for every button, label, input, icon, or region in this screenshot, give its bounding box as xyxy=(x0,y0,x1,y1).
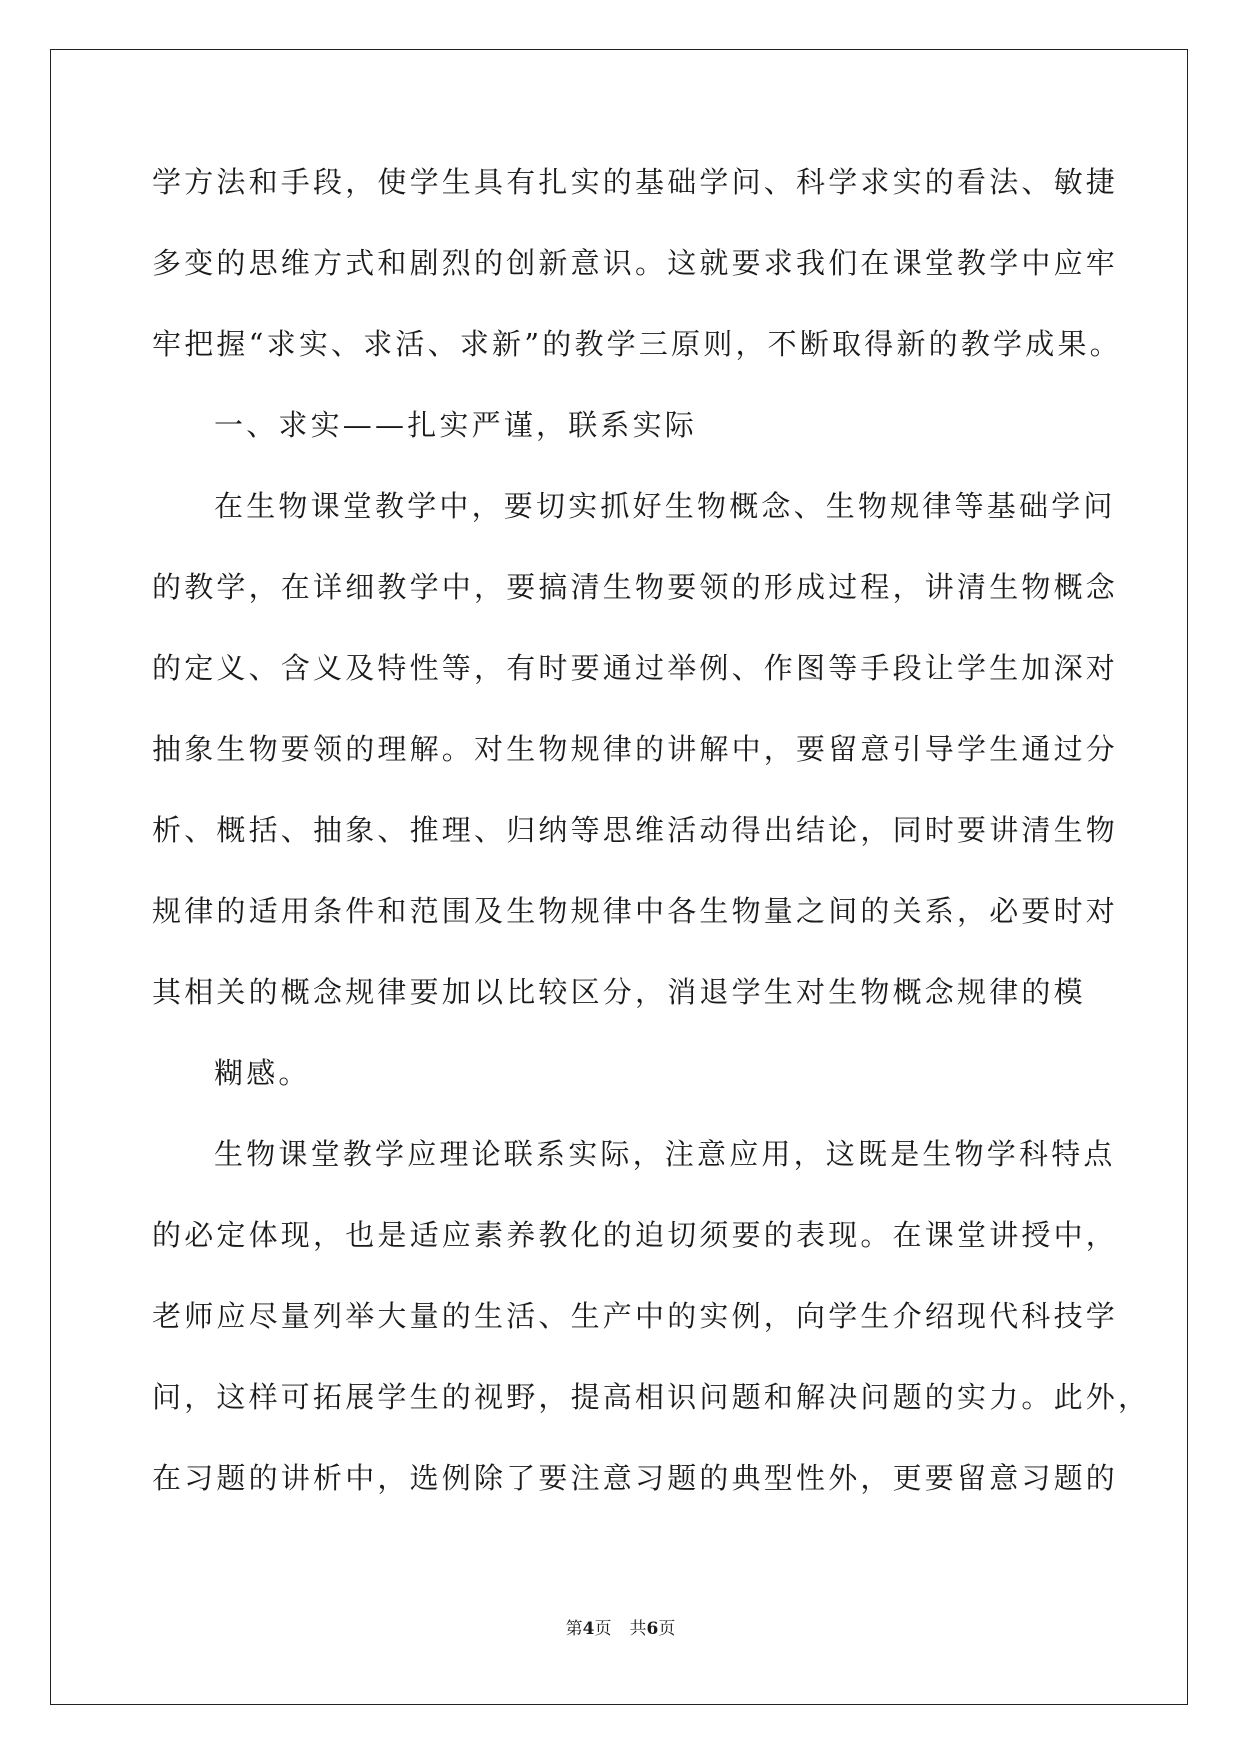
section-heading: 一、求实——扎实严谨，联系实际 xyxy=(214,408,698,442)
page-border xyxy=(50,49,1188,1705)
text-line: 老师应尽量列举大量的生活、生产中的实例，向学生介绍现代科技学 xyxy=(152,1299,1119,1333)
text-line: 学方法和手段，使学生具有扎实的基础学问、科学求实的看法、敏捷 xyxy=(152,165,1119,199)
page-total: 共6页 xyxy=(629,1619,676,1639)
text-line: 牢把握“求实、求活、求新”的教学三原则，不断取得新的教学成果。 xyxy=(152,327,1122,361)
text-line: 糊感。 xyxy=(214,1056,311,1090)
text-line: 的必定体现，也是适应素养教化的迫切须要的表现。在课堂讲授中， xyxy=(152,1218,1119,1252)
text-line: 其相关的概念规律要加以比较区分，消退学生对生物概念规律的模 xyxy=(152,975,1086,1009)
page-footer xyxy=(0,1618,1241,1640)
text-line: 规律的适用条件和范围及生物规律中各生物量之间的关系，必要时对 xyxy=(152,894,1119,928)
text-line: 抽象生物要领的理解。对生物规律的讲解中，要留意引导学生通过分 xyxy=(152,732,1119,766)
text-line: 在生物课堂教学中，要切实抓好生物概念、生物规律等基础学问 xyxy=(214,489,1116,523)
text-line: 问，这样可拓展学生的视野，提高相识问题和解决问题的实力。此外， xyxy=(152,1380,1151,1414)
text-line: 的定义、含义及特性等，有时要通过举例、作图等手段让学生加深对 xyxy=(152,651,1119,685)
text-line: 的教学，在详细教学中，要搞清生物要领的形成过程，讲清生物概念 xyxy=(152,570,1119,604)
text-line: 析、概括、抽象、推理、归纳等思维活动得出结论，同时要讲清生物 xyxy=(152,813,1119,847)
text-line: 多变的思维方式和剧烈的创新意识。这就要求我们在课堂教学中应牢 xyxy=(152,246,1119,280)
text-line: 生物课堂教学应理论联系实际，注意应用，这既是生物学科特点 xyxy=(214,1137,1116,1171)
text-line: 在习题的讲析中，选例除了要注意习题的典型性外，更要留意习题的 xyxy=(152,1461,1119,1495)
page-number: 第4页 xyxy=(565,1619,612,1639)
